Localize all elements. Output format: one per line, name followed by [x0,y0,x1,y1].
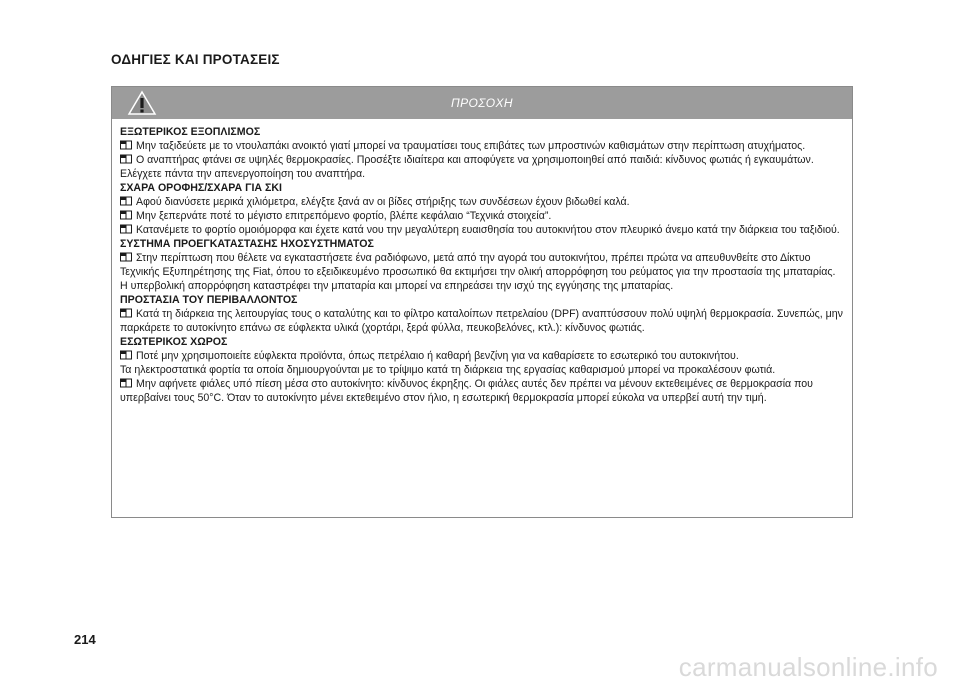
paragraph-text: Κατά τη διάρκεια της λειτουργίας τους ο καταλύτης και το φίλτρο καταλοίπων πετρελαίου (DPF) αναπτύσσουν πολύ υψηλή θερμοκρασία. Συνεπώς, μην παρκάρετε το αυτοκίνητο επάνω σε εύφλεκτα υλικά (χορτάρι, ξερά φύλλα, πευκοβελόνες, κτλ.): κίνδυνος φωτιάς. [120,308,843,334]
section-heading: ΣΧΑΡΑ ΟΡΟΦΗΣ/ΣΧΑΡΑ ΓΙΑ ΣΚΙ [120,182,282,194]
book-icon [120,252,132,262]
section-heading: ΣΥΣΤΗΜΑ ΠΡΟΕΓΚΑΤΑΣΤΑΣΗΣ ΗΧΟΣΥΣΤΗΜΑΤΟΣ [120,238,374,250]
paragraph-text: Τα ηλεκτροστατικά φορτία τα οποία δημιουργούνται με το τρίψιμο κατά τη διάρκεια της εργασίας καθαρισμού μπορεί να προκαλέσουν φωτιά. [120,364,776,376]
book-icon [120,378,132,388]
paragraph [120,377,844,405]
paragraph [120,349,844,363]
section-heading: ΕΞΩΤΕΡΙΚΟΣ ΕΞΟΠΛΙΣΜΟΣ [120,126,261,138]
warning-header [112,87,852,119]
book-icon [120,154,132,164]
paragraph-text: Αφού διανύσετε μερικά χιλιόμετρα, ελέγξτε ξανά αν οι βίδες στήριξης των συνδέσεων έχουν βιδωθεί καλά. [136,196,630,208]
paragraph [120,307,844,335]
paragraph-text: Κατανέμετε το φορτίο ομοιόμορφα και έχετε κατά νου την μεγαλύτερη ευαισθησία του αυτοκινήτου στον πλευρικό άνεμο κατά την διάρκεια του ταξιδιού. [136,224,840,236]
book-icon [120,140,132,150]
paragraph-text: Μην ξεπερνάτε ποτέ το μέγιστο επιτρεπόμενο φορτίο, βλέπε κεφάλαιο “Τεχνικά στοιχεία”. [136,210,552,222]
book-icon [120,350,132,360]
watermark: carmanualsonline.info [678,652,938,682]
warning-body [112,119,852,405]
book-icon [120,210,132,220]
paragraph [120,139,844,153]
paragraph [120,363,844,377]
warning-header-label: ΠΡΟΣΟΧΗ [450,96,514,110]
paragraph-text: Μην αφήνετε φιάλες υπό πίεση μέσα στο αυτοκίνητο: κίνδυνος έκρηξης. Οι φιάλες αυτές δεν πρέπει να μένουν εκτεθειμένες σε θερμοκρασία που υπερβαίνει τους 50°C. Όταν το αυτοκίνητο μένει εκτεθειμένο στον ήλιο, η εσωτερική θερμοκρασία μπορεί εύκολα να υπερβεί αυτή την τιμή. [120,378,813,404]
page-number: 214 [74,632,96,647]
warning-box [111,86,853,518]
paragraph-text: Στην περίπτωση που θέλετε να εγκαταστήσετε ένα ραδιόφωνο, μετά από την αγορά του αυτοκινήτου, πρέπει πρώτα να απευθυνθείτε στο Δίκτυο Τεχνικής Εξυπηρέτησης της Fiat, όπου το εξειδικευμένο προσωπικό θα εκτιμήσει την ολική απορρόφηση του ρεύματος για την προστασία της μπαταρίας. Η υπερβολική απορρόφηση καταστρέφει την μπαταρία και μπορεί να επηρεάσει την ισχύ της εγγύησης της μπαταρίας. [120,252,836,292]
page-title: ΟΔΗΓΙΕΣ ΚΑΙ ΠΡΟΤΑΣΕΙΣ [111,52,280,67]
section-heading: ΠΡΟΣΤΑΣΙΑ ΤΟΥ ΠΕΡΙΒΑΛΛΟΝΤΟΣ [120,294,298,306]
paragraph-text: Μην ταξιδεύετε με το ντουλαπάκι ανοικτό γιατί μπορεί να τραυματίσει τους επιβάτες των μπροστινών καθισμάτων στην περίπτωση ατυχήματος. [136,140,806,152]
book-icon [120,196,132,206]
book-icon [120,308,132,318]
section-heading: ΕΣΩΤΕΡΙΚΟΣ ΧΩΡΟΣ [120,336,228,348]
paragraph [120,251,844,293]
paragraph [120,223,844,237]
paragraph [120,195,844,209]
paragraph [120,153,844,181]
paragraph [120,209,844,223]
book-icon [120,224,132,234]
paragraph-text: Ο αναπτήρας φτάνει σε υψηλές θερμοκρασίες. Προσέξτε ιδιαίτερα και αποφύγετε να χρησιμοποιηθεί από παιδιά: κίνδυνος φωτιάς ή εγκαυμάτων. Ελέγχετε πάντα την απενεργοποίηση του αναπτήρα. [120,154,814,180]
paragraph-text: Ποτέ μην χρησιμοποιείτε εύφλεκτα προϊόντα, όπως πετρέλαιο ή καθαρή βενζίνη για να καθαρίσετε το εσωτερικό του αυτοκινήτου. [136,350,739,362]
